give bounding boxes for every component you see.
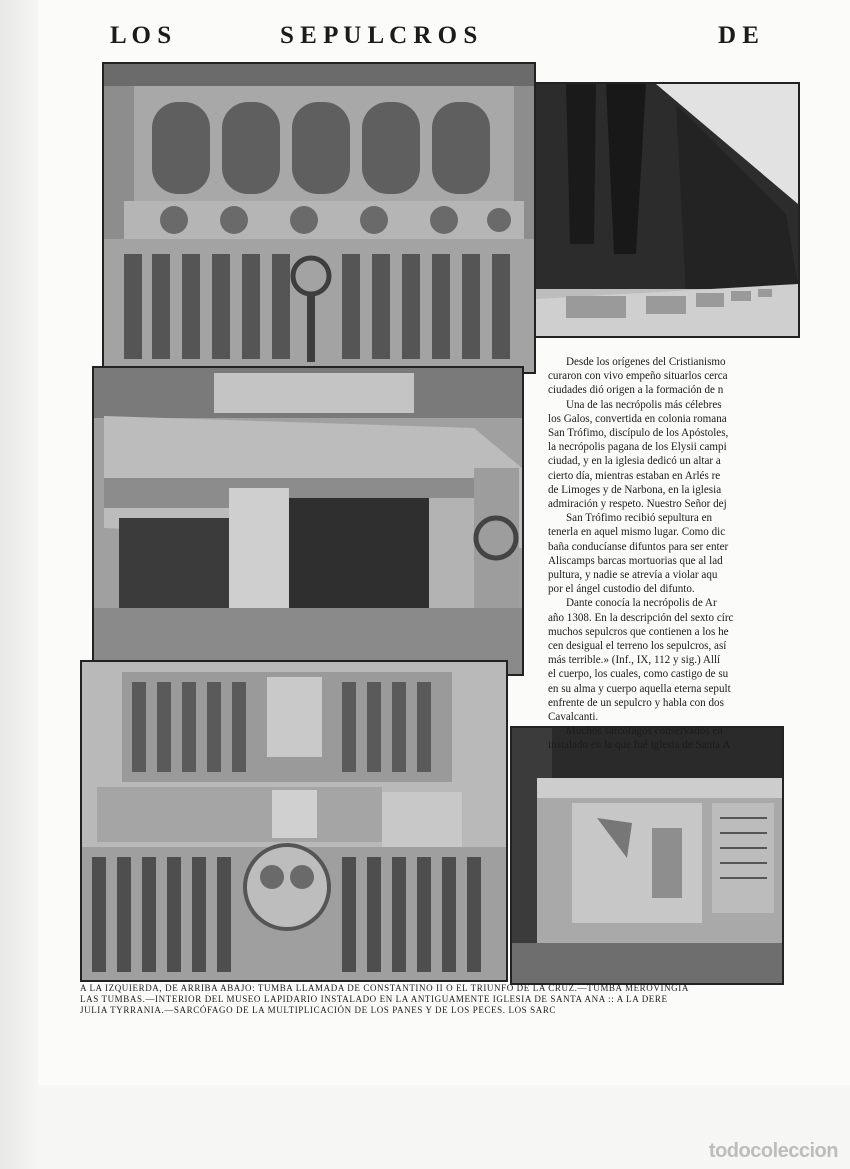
article-text [548, 355, 850, 753]
article-line: el cuerpo, los cuales, como castigo de su [548, 668, 729, 681]
article-line: los Galos, convertida en colonia romana [548, 412, 727, 425]
title-word-3: D E [718, 22, 759, 49]
photo-sarcofago-julia-tyrrania [510, 726, 784, 985]
article-line: año 1308. En la descripción del sexto círc [548, 611, 734, 624]
article-line: Muchos sarcófagos conservados en [566, 725, 723, 738]
article-line: tenerla en aquel mismo lugar. Como dic [548, 526, 726, 539]
article-line: ciudad, y en la iglesia dedicó un altar a [548, 455, 721, 468]
photo-sarcofago-multiplicacion [80, 660, 508, 982]
page-edge-shadow [0, 0, 40, 1169]
article-line: cierto día, mientras estaban en Arlés re [548, 469, 721, 482]
photo-tumba-constantino [102, 62, 536, 374]
watermark-logo: todocoleccion [708, 1140, 838, 1162]
article-line: Cavalcanti. [548, 711, 599, 724]
article-line: en su alma y cuerpo aquella eterna sepult [548, 682, 731, 695]
article-line: enfrente de un sepulcro y habla con dos [548, 696, 724, 709]
article-line: curaron con vivo empeño situarlos cerca [548, 370, 728, 383]
article-line: Una de las necrópolis más célebres [566, 398, 722, 411]
article-line: muchos sepulcros que contienen a los he [548, 625, 729, 638]
photo-tumba-merovingia [92, 366, 524, 676]
article-line: Dante conocía la necrópolis de Ar [566, 597, 717, 610]
caption-line: LAS TUMBAS.—INTERIOR DEL MUSEO LAPIDARIO INSTALADO EN LA ANTIGUAMENTE IGLESIA DE SANTA ANA :: A LA DERE [80, 994, 668, 1004]
article-line: Aliscamps barcas mortuorias que al lad [548, 554, 723, 567]
title-word-1: L O S [110, 22, 172, 49]
article-line: San Trófimo recibió sepultura en [566, 512, 713, 525]
article-line: la necrópolis pagana de los Elysii campi [548, 441, 727, 454]
caption-line: JULIA TYRRANIA.—SARCÓFAGO DE LA MULTIPLICACIÓN DE LOS PANES Y DE LOS PECES. LOS SARC [80, 1005, 557, 1015]
article-line: ciudades dió origen a la formación de n [548, 384, 724, 397]
article-line: Desde los orígenes del Cristianismo [566, 356, 726, 368]
article-line: San Trófimo, discípulo de los Apóstoles, [548, 427, 729, 440]
photo-caption [80, 983, 800, 1016]
article-line: por el ángel custodio del difunto. [548, 583, 695, 596]
article-line: admiración y respeto. Nuestro Señor dej [548, 498, 727, 511]
title-word-2: S E P U L C R O S [280, 22, 478, 49]
article-line: de Limoges y de Narbona, en la iglesia [548, 483, 722, 496]
article-line: pultura, y nadie se atrevía a violar aqu [548, 569, 718, 582]
photo-alyscamps-avenue [534, 82, 800, 338]
caption-line: A LA IZQUIERDA, DE ARRIBA ABAJO: TUMBA LLAMADA DE CONSTANTINO II O EL TRIUNFO DE LA CRUZ.—TUMBA MEROVINGIA [80, 983, 689, 993]
article-line: más terrible.» (Inf., IX, 112 y sig.) Allí [548, 654, 721, 667]
article-line: baña conducíanse difuntos para ser enter [548, 540, 729, 553]
article-line: instalado en la que fué iglesia de Santa A [548, 739, 731, 752]
article-line: cen desigual el terreno los sepulcros, así [548, 640, 727, 653]
